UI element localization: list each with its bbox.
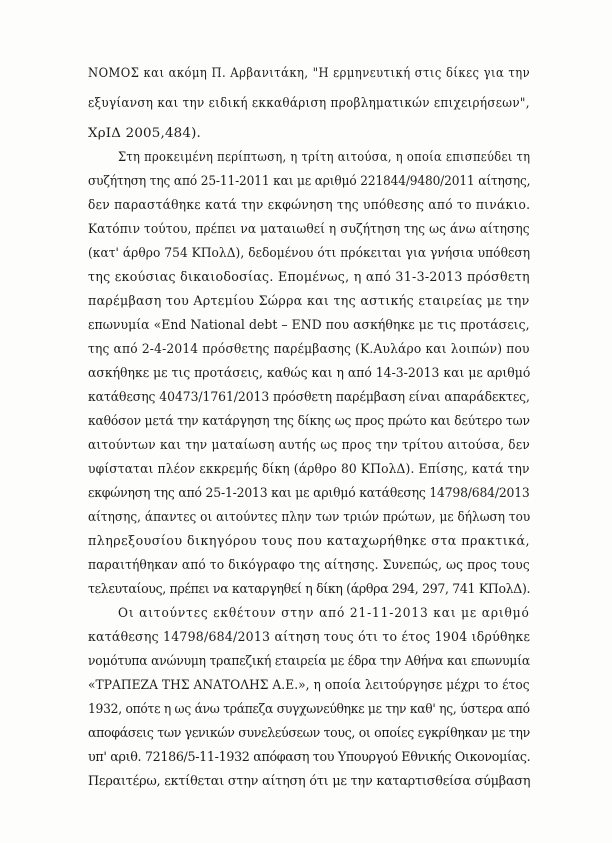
text-line: 1932, οπότε η ως άνω τράπεζα συγχωνεύθηκε με την καθ' ης, ύστερα από	[88, 702, 530, 717]
text-line: Περαιτέρω, εκτίθεται στην αίτηση ότι με την καταρτισθείσα σύμβαση	[88, 774, 531, 789]
text-line: παρέμβαση του Αρτεμίου Σώρρα και της αστικής εταιρείας με την	[88, 294, 530, 309]
text-line: υφίσταται πλέον εκκρεμής δίκη (άρθρο 80 ΚΠολΔ). Επίσης, κατά την	[88, 462, 530, 477]
text-line: αποφάσεις των γενικών συνελεύσεων τους, οι οποίες εγκρίθηκαν με την	[88, 726, 530, 741]
text-line: ΧρΙΔ 2005,484).	[88, 126, 201, 141]
text-line: (κατ' άρθρο 754 ΚΠολΔ), δεδομένου ότι πρόκειται για γνήσια υπόθεση	[88, 246, 531, 261]
text-line: παραιτήθηκαν από το δικόγραφο της αίτησης. Συνεπώς, ως προς τους	[88, 558, 530, 573]
text-line: πληρεξουσίου δικηγόρου τους που καταχωρήθηκε στα πρακτικά,	[88, 534, 530, 549]
text-line: ΝΟΜΟΣ και ακόμη Π. Αρβανιτάκη, "Η ερμηνευτική στις δίκες για την	[88, 66, 531, 81]
text-line: συζήτηση της από 25-11-2011 και με αριθμό 221844/9480/2011 αίτησης,	[88, 174, 531, 189]
text-line: της εκούσιας δικαιοδοσίας. Επομένως, η από 31-3-2013 πρόσθετη	[88, 270, 530, 285]
text-line: εξυγίανση και την ειδική εκκαθάριση προβληματικών επιχειρήσεων",	[88, 96, 530, 111]
text-line: ασκήθηκε με τις προτάσεις, καθώς και η από 14-3-2013 και με αριθμό	[88, 366, 531, 381]
text-line: Κατόπιν τούτου, πρέπει να ματαιωθεί η συζήτηση της ως άνω αίτησης	[88, 222, 530, 237]
text-line: Στη προκειμένη περίπτωση, η τρίτη αιτούσα, η οποία επισπεύδει τη	[118, 150, 531, 165]
text-line: της από 2-4-2014 πρόσθετης παρέμβασης (Κ.Αυλάρο και λοιπών) που	[88, 342, 530, 357]
text-line: επωνυμία «End National debt – END που ασκήθηκε με τις προτάσεις,	[88, 318, 530, 333]
text-line: υπ' αριθ. 72186/5-11-1932 απόφαση του Υπουργού Εθνικής Οικονομίας.	[88, 750, 531, 765]
text-line: δεν παραστάθηκε κατά την εκφώνηση της υπόθεσης από το πινάκιο.	[88, 198, 531, 213]
text-line: «ΤΡΑΠΕΖΑ ΤΗΣ ΑΝΑΤΟΛΗΣ Α.Ε.», η οποία λειτούργησε μέχρι το έτος	[88, 678, 530, 693]
text-line: νομότυπα ανώνυμη τραπεζική εταιρεία με έδρα την Αθήνα και επωνυμία	[88, 654, 530, 669]
text-line: κατάθεσης 14798/684/2013 αίτηση τους ότι το έτος 1904 ιδρύθηκε	[88, 630, 531, 645]
text-line: κατάθεσης 40473/1761/2013 πρόσθετη παρέμβαση είναι απαράδεκτες,	[88, 390, 530, 405]
text-line: αιτούντων και την ματαίωση αυτής ως προς την τρίτου αιτούσα, δεν	[88, 438, 530, 453]
text-line: καθόσον μετά την κατάργηση της δίκης ως προς πρώτο και δεύτερο των	[88, 414, 530, 429]
text-line: εκφώνηση της από 25-1-2013 και με αριθμό κατάθεσης 14798/684/2013	[88, 486, 530, 501]
text-line: Οι αιτούντες εκθέτουν στην από 21-11-2013 και με αριθμό	[118, 606, 530, 621]
text-line: αίτησης, άπαντες οι αιτούντες πλην των τριών πρώτων, με δήλωση του	[88, 510, 531, 525]
text-line: τελευταίους, πρέπει να καταργηθεί η δίκη (άρθρα 294, 297, 741 ΚΠολΔ).	[88, 582, 531, 597]
